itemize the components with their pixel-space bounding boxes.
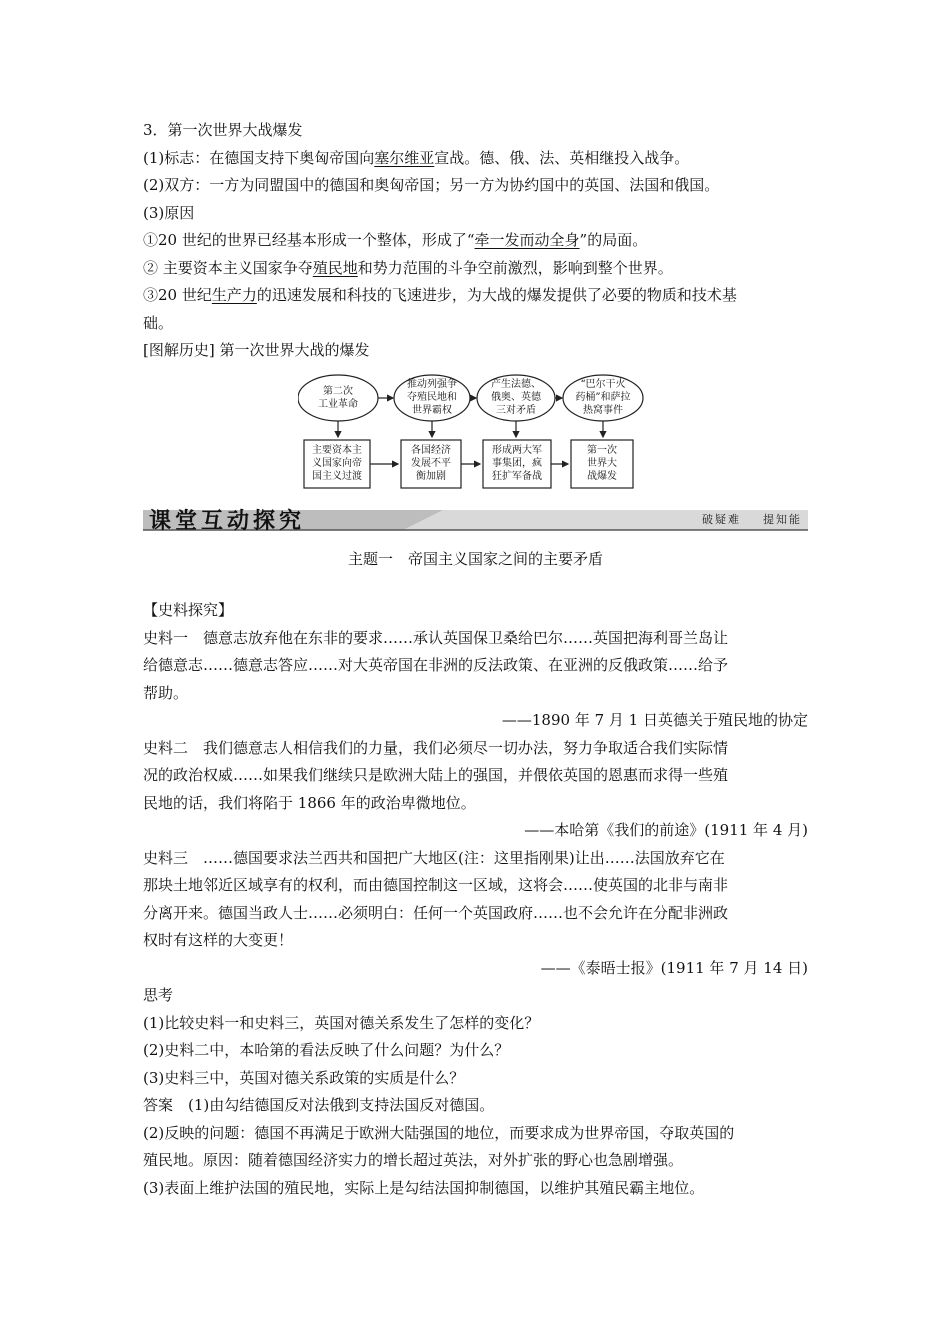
section-banner <box>143 502 808 532</box>
section-title: 3．第一次世界大战爆发 <box>143 121 303 139</box>
material-1-source: ——1890 年 7 月 1 日英德关于殖民地的协定 <box>501 711 808 729</box>
diagram-node-colonial-competition: 推动列强争 夺殖民地和 世界霸权 <box>407 379 457 416</box>
cause-3: ③20 世纪生产力的迅速发展和科技的飞速进步，为大战的爆发提供了必要的物质和技术基 <box>143 286 737 304</box>
question-1: (1)比较史料一和史料三，英国对德关系发生了怎样的变化？ <box>143 1013 540 1032</box>
material-2-line: 况的政治权威……如果我们继续只是欧洲大陆上的强国，并偎依英国的恩惠而求得一些殖 <box>143 766 729 784</box>
material-3-line: 那块土地邻近区域享有的权利，而由德国控制这一区域，这将会……使英国的北非与南非 <box>143 876 729 894</box>
paragraph-sides: (2)双方：一方为同盟国中的德国和奥匈帝国；另一方为协约国中的英国、法国和俄国。 <box>143 176 720 194</box>
answer-1: 答案 (1)由勾结德国反对法俄到支持法国反对德国。 <box>143 1096 495 1114</box>
document-page <box>143 117 808 1202</box>
diagram-caption: [图解历史] 第一次世界大战的爆发 <box>143 341 370 359</box>
answer-2-line: (2)反映的问题：德国不再满足于欧洲大陆强国的地位，而要求成为世界帝国，夺取英国的 <box>143 1123 735 1142</box>
answer-3: (3)表面上维护法国的殖民地，实际上是勾结法国抑制德国，以维护其殖民霸主地位。 <box>143 1178 705 1197</box>
material-2-line: 史料二 我们德意志人相信我们的力量，我们必须尽一切办法，努力争取适合我们实际情 <box>143 738 729 757</box>
question-2: (2)史料二中，本哈第的看法反映了什么问题？为什么？ <box>143 1041 510 1059</box>
question-3: (3)史料三中，英国对德关系政策的实质是什么？ <box>143 1068 465 1087</box>
answer-2-line: 殖民地。原因：随着德国经济实力的增长超过英法，对外扩张的野心也急剧增强。 <box>143 1151 684 1169</box>
topic-title: 主题一 帝国主义国家之间的主要矛盾 <box>347 549 603 568</box>
diagram-node-three-contradictions: 产生法德、 俄奥、英德 三对矛盾 <box>491 379 541 416</box>
material-2-line: 民地的话，我们将陷于 1866 年的政治卑微地位。 <box>143 793 476 812</box>
material-2-source: ——本哈第《我们的前途》(1911 年 4 月) <box>524 821 808 839</box>
material-3-line: 史料三 ……德国要求法兰西共和国把广大地区(注：这里指刚果)让出……法国放弃它在 <box>143 848 725 867</box>
diagram-box-military-blocs: 形成两大军 事集团，疯 狂扩军备战 <box>492 445 542 482</box>
diagram-node-sarajevo: “巴尔干火 药桶”和萨拉 热窝事件 <box>575 379 631 416</box>
material-3-line: 权时有这样的大变更！ <box>143 931 294 949</box>
diagram-box-war-outbreak: 第一次 世界大 战爆发 <box>587 445 617 482</box>
banner-tags: 破疑难 提知能 <box>702 512 802 526</box>
diagram-node-industrial-revolution: 第二次 工业革命 <box>318 385 358 410</box>
think-label: 思考 <box>143 986 174 1004</box>
paragraph-sign: (1)标志：在德国支持下奥匈帝国向塞尔维亚宣战。德、俄、法、英相继投入战争。 <box>143 148 690 167</box>
material-1-line: 史料一 德意志放弃他在东非的要求……承认英国保卫桑给巴尔……英国把海利哥兰岛让 <box>143 628 729 647</box>
material-1-line: 给德意志……德意志答应……对大英帝国在非洲的反法政策、在亚洲的反俄政策……给予 <box>143 656 729 674</box>
underlined-term: 牵一发而动全身 <box>474 231 580 249</box>
underlined-term: 塞尔维亚 <box>374 148 435 167</box>
material-3-line: 分离开来。德国当政人士……必须明白：任何一个英国政府……也不会允许在分配非洲政 <box>143 903 729 922</box>
cause-3-continued: 础。 <box>143 313 174 332</box>
underlined-term: 殖民地 <box>312 258 358 277</box>
diagram-box-imperialism: 主要资本主 义国家向帝 国主义过渡 <box>312 445 362 482</box>
material-1-line: 帮助。 <box>143 683 189 702</box>
banner-title: 课堂互动探究 <box>149 507 306 534</box>
diagram-connectors <box>298 374 814 492</box>
flow-diagram <box>298 374 814 492</box>
material-heading: 【史料探究】 <box>143 601 234 619</box>
cause-1: ①20 世纪的世界已经基本形成一个整体，形成了“牵一发而动全身”的局面。 <box>143 231 648 249</box>
diagram-box-uneven-development: 各国经济 发展不平 衡加剧 <box>411 445 451 482</box>
underlined-term: 生产力 <box>211 286 257 304</box>
material-3-source: ——《泰晤士报》(1911 年 7 月 14 日) <box>540 958 808 977</box>
cause-2: ② 主要资本主义国家争夺殖民地和势力范围的斗争空前激烈，影响到整个世界。 <box>143 258 673 277</box>
paragraph-cause-heading: (3)原因 <box>143 203 195 222</box>
